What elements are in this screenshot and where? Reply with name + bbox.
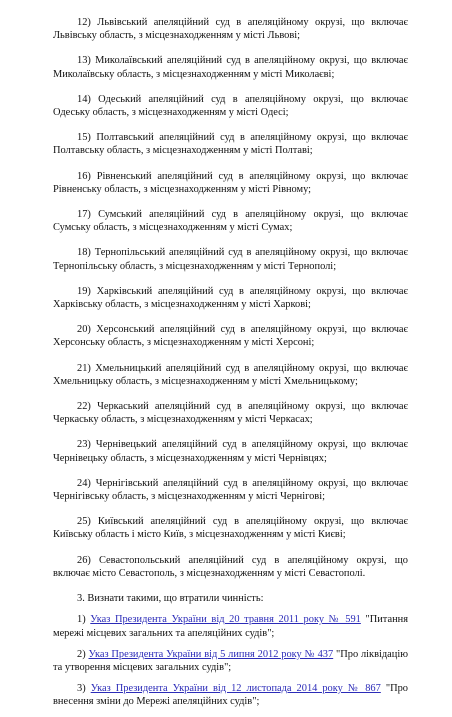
court-item-rest: Черкаську область, з місцезнаходженням у місті Черкасах; <box>53 414 313 426</box>
court-item <box>53 93 408 119</box>
court-item-rest: Чернігівську область, з місцезнаходженням у місті Чернігові; <box>53 491 325 503</box>
court-item-rest: Полтавську область, з місцезнаходженням у місті Полтаві; <box>53 145 313 157</box>
court-item-main: 12) Львівський апеляційний суд в апеляційному окрузі, що включає <box>77 17 408 28</box>
court-item-main: 16) Рівненський апеляційний суд в апеляційному окрузі, що включає <box>77 170 408 182</box>
court-item-rest: Тернопільську область, з місцезнаходженням у місті Тернополі; <box>53 260 337 272</box>
document-body <box>53 16 408 717</box>
court-item-main: 20) Херсонський апеляційний суд в апеляційному окрузі, що включає <box>77 324 408 336</box>
decree-link[interactable]: Указ Президента України від 5 липня 2012 року № 437 <box>88 648 334 660</box>
court-item-main: 14) Одеський апеляційний суд в апеляційному окрузі, що включає Одеську <box>53 93 408 119</box>
court-item <box>53 170 408 196</box>
repealed-decree-item <box>53 682 408 708</box>
court-item-main: 25) Київський апеляційний суд в апеляційному окрузі, що включає <box>77 516 408 528</box>
court-item-main: 23) Чернівецький апеляційний суд в апеляційному окрузі, що включає <box>77 439 408 451</box>
court-item-rest: Чернівецьку область, з місцезнаходженням у місті Чернівцях; <box>53 452 327 464</box>
decree-link[interactable]: Указ Президента України від 12 листопада 2014 року № 867 <box>90 683 381 695</box>
court-item-main: 13) Миколаївський апеляційний суд в апеляційному окрузі, що включає <box>77 55 408 67</box>
court-item <box>53 554 408 580</box>
court-list <box>53 16 408 580</box>
court-item-rest: Миколаївську область, з місцезнаходженням у місті Миколаєві; <box>53 68 335 80</box>
decree-link[interactable]: Указ Президента України від 20 травня 2011 року № 591 <box>90 614 361 626</box>
court-item <box>53 54 408 80</box>
court-item <box>53 208 408 234</box>
court-item-main: 18) Тернопільський апеляційний суд в апеляційному окрузі, що включає <box>77 247 408 259</box>
court-item-rest: Київську область і місто Київ, з місцезнаходженням у місті Києві; <box>53 529 346 541</box>
court-item-rest: Харківську область, з місцезнаходженням у місті Харкові; <box>53 299 311 311</box>
court-item <box>53 438 408 464</box>
court-item <box>53 323 408 349</box>
court-item <box>53 131 408 157</box>
court-item-main: 24) Чернігівський апеляційний суд в апеляційному окрузі, що включає <box>77 477 408 489</box>
court-item-main: 19) Харківський апеляційний суд в апеляційному окрузі, що включає <box>77 285 408 297</box>
court-item-rest: область, з місцезнаходженням у місті Одесі; <box>92 107 289 119</box>
court-item-rest: Херсонську область, з місцезнаходженням у місті Херсоні; <box>53 337 315 349</box>
court-item-main: 22) Черкаський апеляційний суд в апеляційному окрузі, що включає <box>77 401 408 413</box>
repealed-decree-number: 2) <box>77 648 86 660</box>
court-item <box>53 246 408 272</box>
repealed-decrees-list <box>53 613 408 708</box>
court-item <box>53 285 408 311</box>
court-item-rest: Хмельницьку область, з місцезнаходженням у місті Хмельницькому; <box>53 375 358 387</box>
repealed-decree-item <box>53 613 408 639</box>
decree-title: "Про внесення зміни до Мережі апеляційних судів"; <box>53 683 408 708</box>
court-item-rest: Рівненську область, з місцезнаходженням у місті Рівному; <box>53 183 312 195</box>
court-item <box>53 515 408 541</box>
court-item-rest: Львівську область, з місцезнаходженням у місті Львові; <box>53 30 301 42</box>
court-item <box>53 362 408 388</box>
court-item-main: 21) Хмельницький апеляційний суд в апеляційному окрузі, що включає <box>77 362 408 374</box>
court-item-rest: Сумську область, з місцезнаходженням у місті Сумах; <box>53 222 293 234</box>
court-item <box>53 16 408 42</box>
court-item-main: 15) Полтавський апеляційний суд в апеляційному окрузі, що включає <box>77 132 408 144</box>
court-item-main: 26) Севастопольський апеляційний суд в апеляційному окрузі, що включає <box>53 554 408 579</box>
court-item-main: 17) Сумський апеляційний суд в апеляційному окрузі, що включає <box>77 209 408 221</box>
court-item <box>53 477 408 503</box>
court-item-rest: місто Севастополь, з місцезнаходженням у місті Севастополі. <box>92 567 366 579</box>
decree-title: "Питання мережі місцевих загальних та апеляційних судів"; <box>53 614 408 639</box>
repealed-decree-number: 1) <box>77 614 86 626</box>
decree-title: "Про ліквідацію та утворення місцевих загальних судів"; <box>53 648 409 673</box>
court-item <box>53 400 408 426</box>
repealed-decree-number: 3) <box>77 683 86 695</box>
repealed-decree-item <box>53 648 408 674</box>
section-3-heading: 3. Визнати такими, що втратили чинність: <box>77 593 264 605</box>
